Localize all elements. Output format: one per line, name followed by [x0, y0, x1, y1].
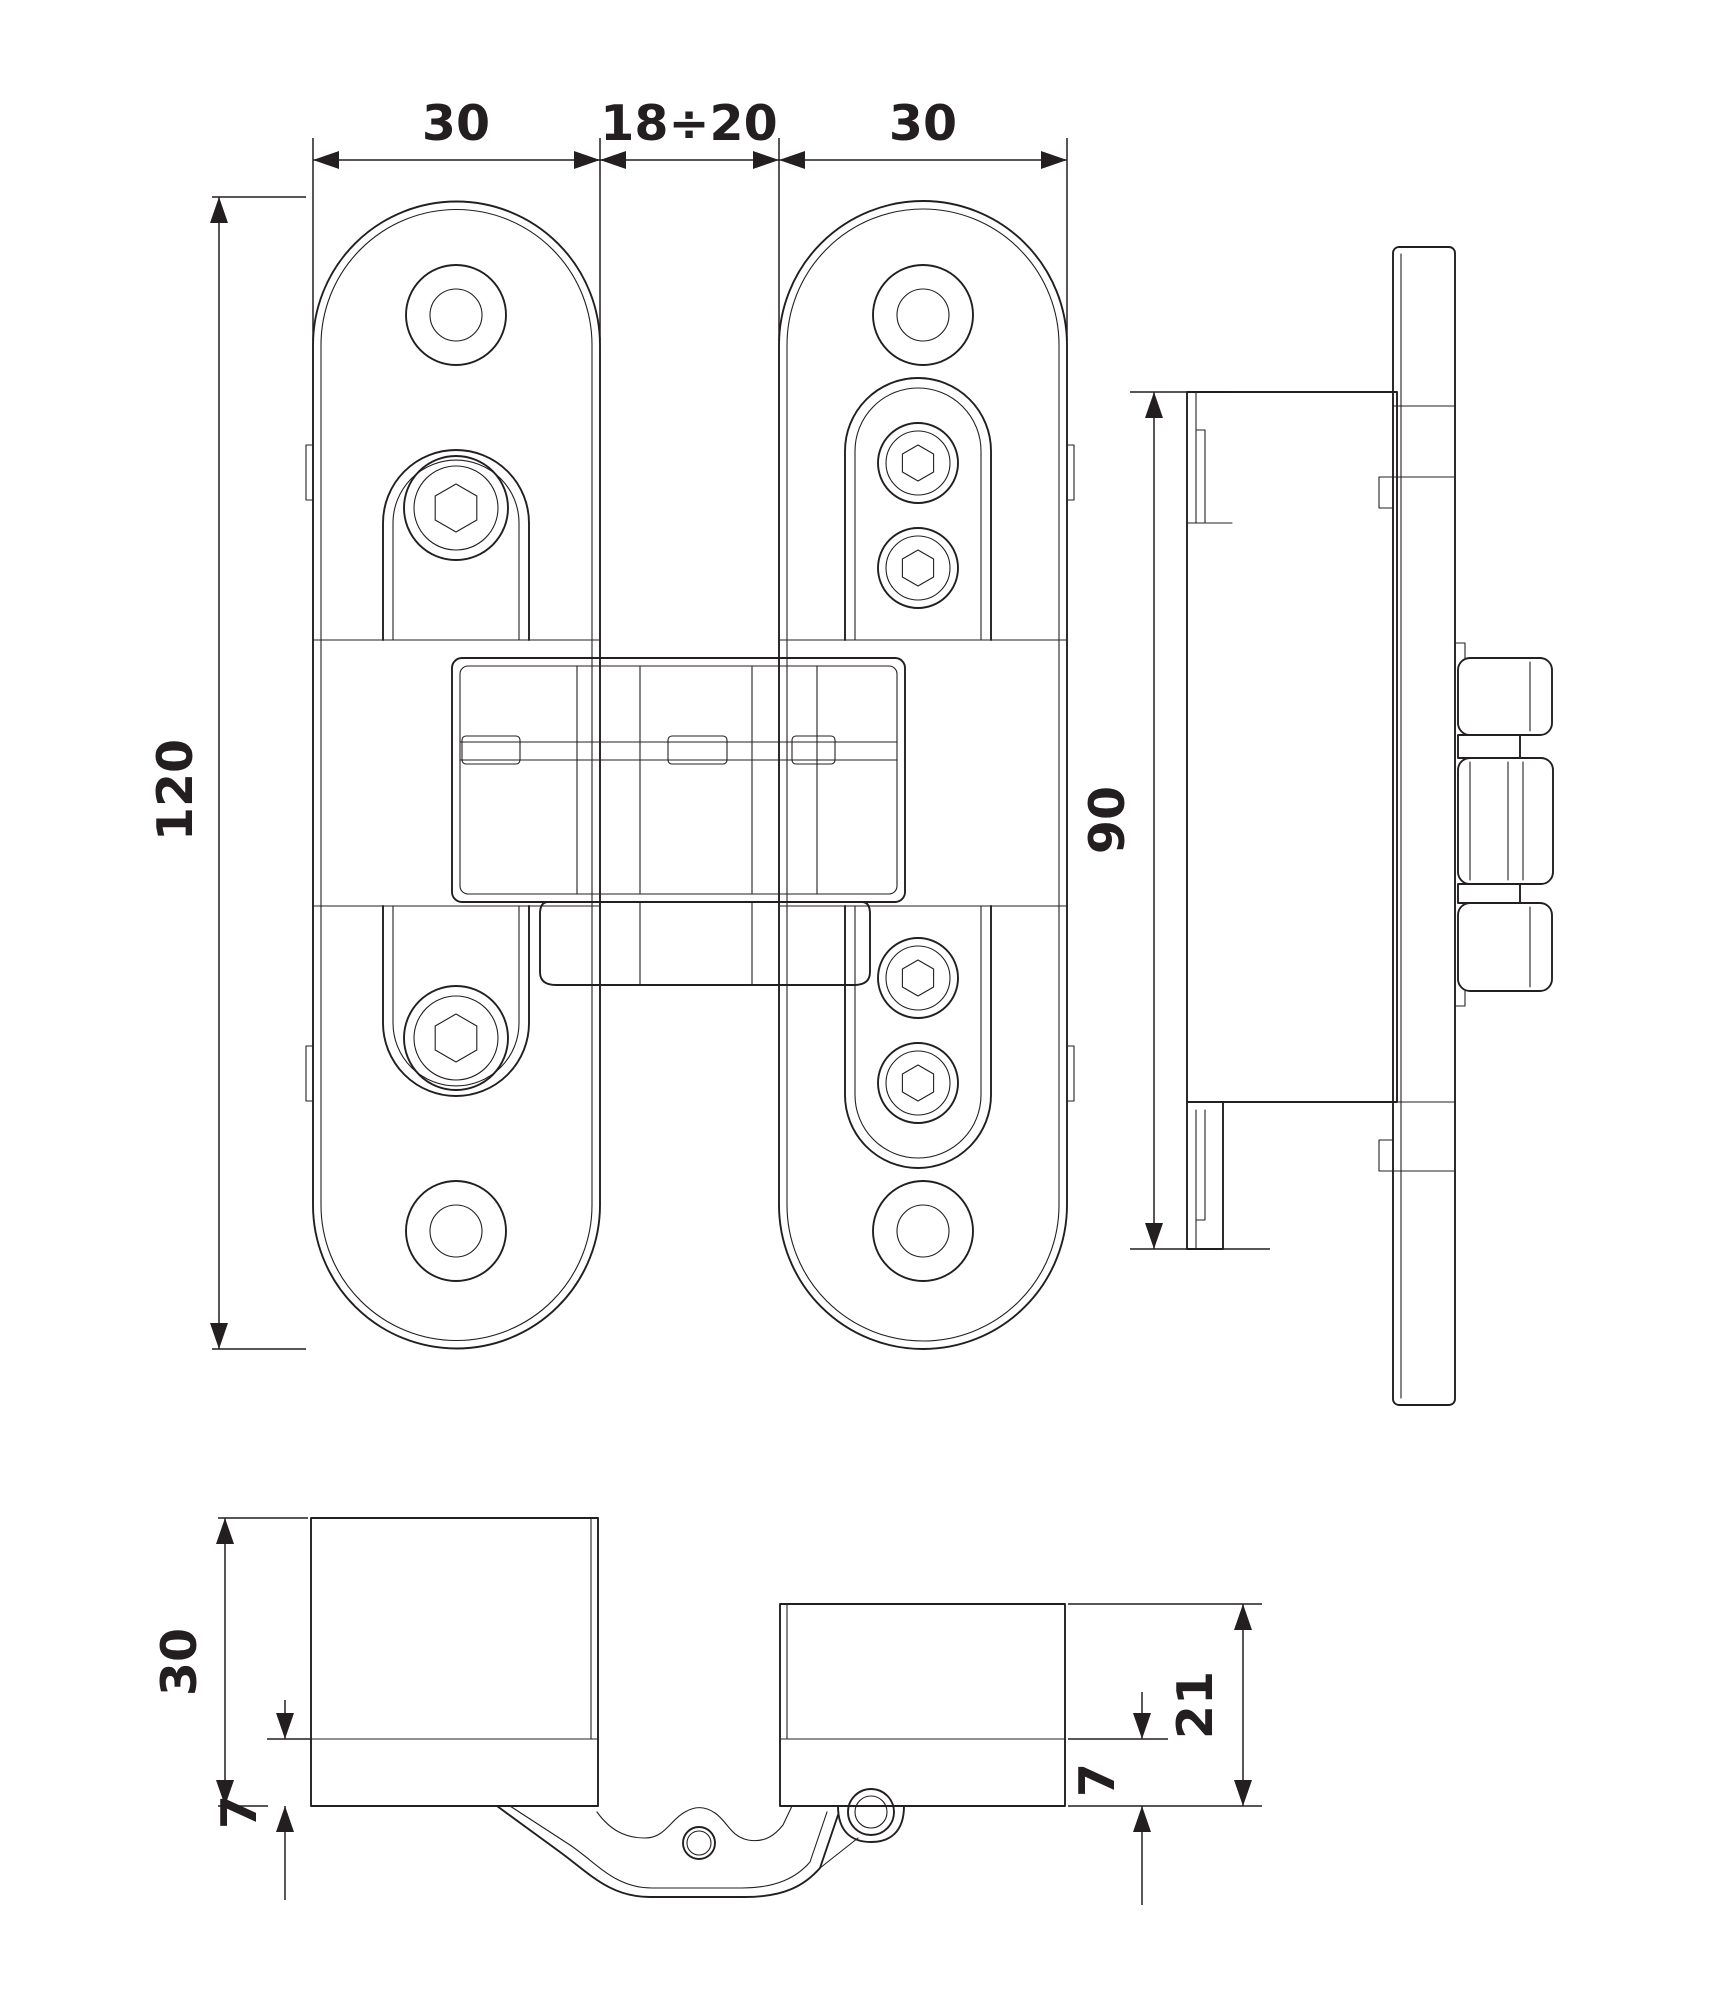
hex-socket-icon — [902, 960, 933, 996]
left-plate — [306, 202, 600, 1349]
left-plate-lower-bracket — [383, 906, 529, 1096]
dim-label-plate-width-left: 30 — [421, 95, 491, 152]
lower-link — [540, 902, 870, 985]
dim-label-body-height: 90 — [1079, 785, 1136, 855]
dimensions — [147, 95, 1270, 1905]
knuckle-top — [1458, 658, 1552, 735]
hex-socket-icon — [435, 1014, 477, 1062]
dim-label-door-recess: 7 — [211, 1794, 268, 1830]
dim-body-height — [1079, 392, 1270, 1249]
dim-label-plate-width-right: 30 — [888, 95, 958, 152]
dim-label-frame-recess: 7 — [1069, 1762, 1126, 1798]
right-plate-top-screw-hole — [873, 265, 973, 365]
dim-door-leaf-depth — [151, 1518, 308, 1806]
left-plate-bottom-screw-hole — [406, 1181, 506, 1281]
side-view — [1187, 247, 1553, 1405]
side-flange — [1379, 247, 1455, 1405]
knuckle-neck — [1458, 735, 1520, 758]
front-view — [306, 201, 1074, 1349]
arm-pivot-hole — [683, 1827, 715, 1859]
knuckle-bottom — [1458, 903, 1552, 991]
side-body — [1187, 392, 1397, 1249]
left-plate-upper-bracket — [383, 450, 529, 640]
dim-label-door-leaf-depth: 30 — [151, 1627, 208, 1697]
dim-label-hinge-height: 120 — [147, 738, 204, 842]
door-section-view — [311, 1518, 598, 1806]
dim-label-door-gap: 18÷20 — [600, 95, 778, 152]
dim-top-chain — [313, 95, 1067, 341]
hex-socket-icon — [902, 1065, 933, 1101]
right-plate-bottom-screw-hole — [873, 1181, 973, 1281]
dim-door-recess — [211, 1700, 311, 1900]
dim-label-frame-depth: 21 — [1167, 1670, 1224, 1740]
dim-hinge-height — [147, 197, 306, 1349]
hinge-mechanism — [452, 658, 905, 985]
hex-socket-icon — [902, 445, 933, 481]
hex-socket-icon — [902, 550, 933, 586]
right-plate-lower-bracket — [845, 906, 991, 1168]
hex-socket-icon — [435, 484, 477, 532]
side-knuckles — [1455, 643, 1553, 1006]
knuckle-neck — [1458, 884, 1520, 903]
dim-frame-recess — [1068, 1692, 1168, 1905]
left-plate-top-screw-hole — [406, 265, 506, 365]
right-plate-upper-bracket — [845, 378, 991, 640]
right-plate — [779, 201, 1074, 1349]
frame-section-view — [780, 1604, 1065, 1806]
knuckle-middle — [1458, 758, 1553, 884]
